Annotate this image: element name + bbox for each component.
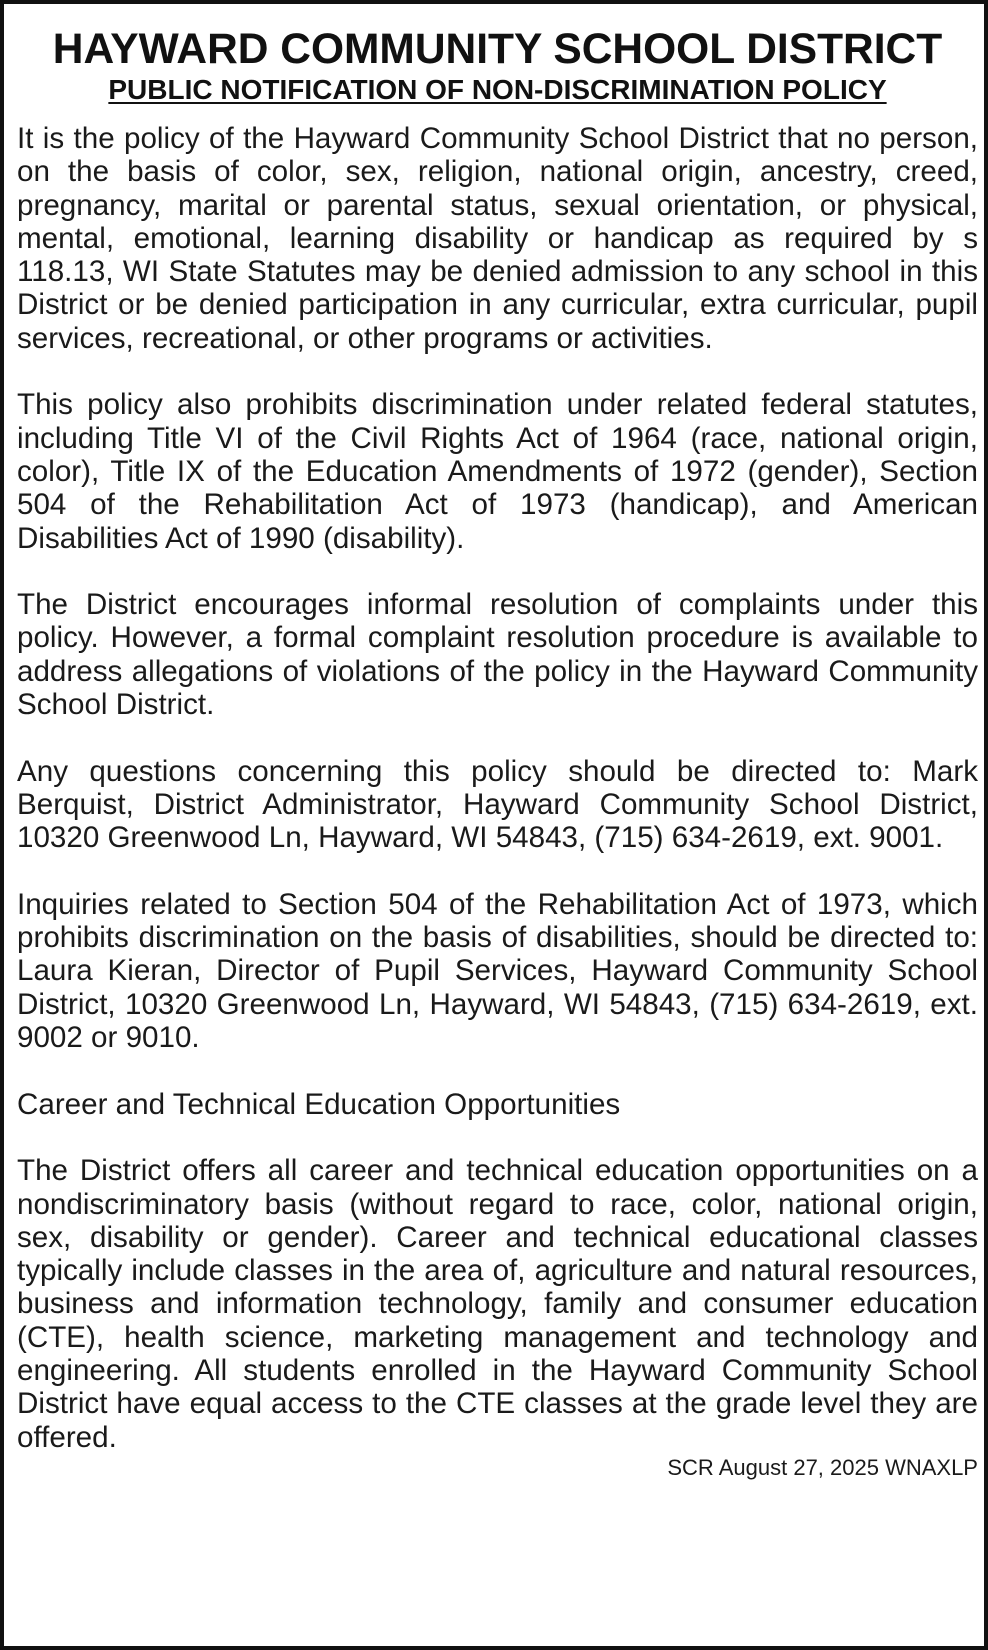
notice-title: HAYWARD COMMUNITY SCHOOL DISTRICT [52, 26, 943, 73]
policy-paragraph: It is the policy of the Hayward Community School District that no person, on the basis of color, sex, religion, national origin, ancestry, creed, pregnancy, marital or parental status, sexual orientation, or physical, mental, emotional, learning disability or handicap as required by s 118.13, WI State Statutes may be denied admission to any school in this District or be denied participation in any curricular, extra curricular, pupil services, recreational, or other programs or activities. [17, 122, 978, 355]
federal-statutes-paragraph: This policy also prohibits discrimination under related federal statutes, including Title VI of the Civil Rights Act of 1964 (race, national origin, color), Title IX of the Education Amendments of 1972 (gender), Section 504 of the Rehabilitation Act of 1973 (handicap), and American Disabilities Act of 1990 (disability). [17, 388, 978, 555]
publication-reference: SCR August 27, 2025 WNAXLP [667, 1454, 978, 1480]
section-504-contact-paragraph: Inquiries related to Section 504 of the Rehabilitation Act of 1973, which prohibits discrimination on the basis of disabilities, should be directed to: Laura Kieran, Director of Pupil Services, Hayward Community School District, 10320 Greenwood Ln, Hayward, WI 54843, (715) 634-2619, ext. 9002 or 9010. [17, 887, 978, 1055]
cte-section-heading: Career and Technical Education Opportunities [17, 1087, 621, 1121]
notice-content [17, 26, 978, 1482]
complaint-resolution-paragraph: The District encourages informal resolution of complaints under this policy. However, a formal complaint resolution procedure is available to address allegations of violations of the policy in the Hayward Community School District. [17, 588, 978, 722]
questions-contact-paragraph: Any questions concerning this policy should be directed to: Mark Berquist, District Administrator, Hayward Community School District, 10320 Greenwood Ln, Hayward, WI 54843, (715) 634-2619, ext. 9001. [17, 754, 978, 855]
cte-paragraph: The District offers all career and technical education opportunities on a nondiscriminatory basis (without regard to race, color, national origin, sex, disability or gender). Career and technical educational classes typically include classes in the area of, agriculture and natural resources, business and information technology, family and consumer education (CTE), health science, marketing management and technology and engineering. All students enrolled in the Hayward Community School District have equal access to the CTE classes at the grade level they are offered. [17, 1154, 978, 1454]
notice-subtitle: PUBLIC NOTIFICATION OF NON-DISCRIMINATION POLICY [108, 74, 887, 105]
